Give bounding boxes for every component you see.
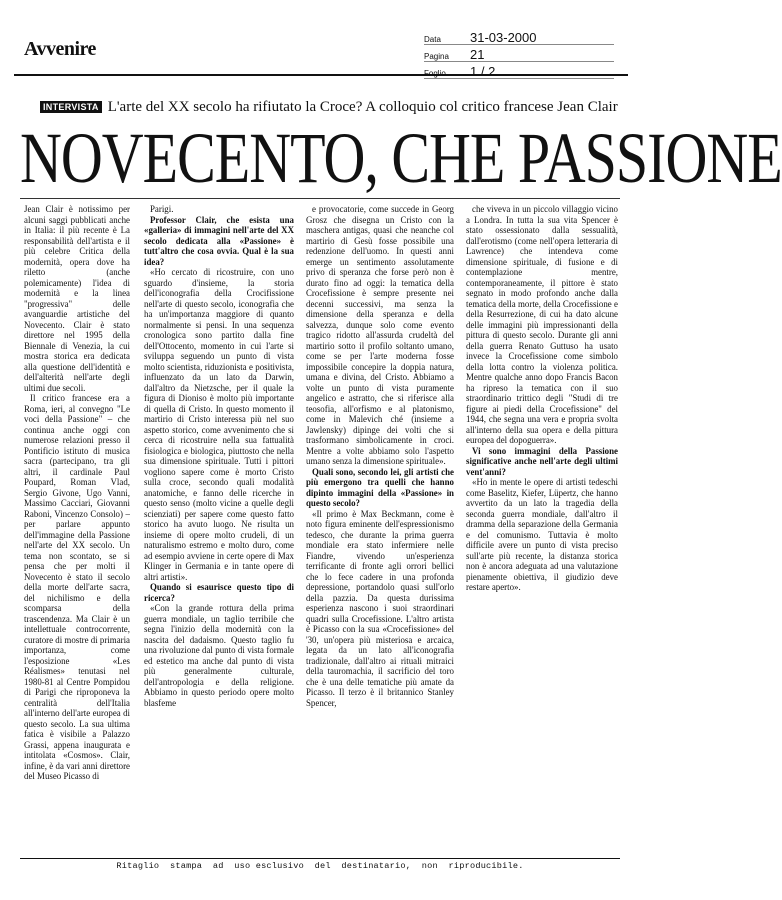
interview-question: Vi sono immagini della Passione significative anche nell'arte degli ultimi vent'anni?	[466, 445, 618, 477]
newspaper-brand: Avvenire	[24, 38, 96, 60]
paragraph: «Ho cercato di ricostruire, con uno sguardo d'insieme, la storia dell'iconografia della Crocifissione nell'arte di questo secolo, iconografia che ha un'importanza maggiore di quanto normalmente si pensi. In una sequenza cronologica sono partito dalla fine dell'Ottocento, momento in cui l'arte si sviluppa seguendo un punto di vista molto scientista, riduzionista e positivista, influenzato da un lato da Darwin, dall'altro da Nietzsche, per il quale la figura di Dioniso è molto più importante di quella di Cristo. In questo momento il martirio di Cristo interessa più nel suo aspetto storico, come avvenimento che si cerca di ricostruire nella sua fattualità fisiologica e biologica, piuttosto che nella sua dimensione spirituale. Tutti i pittori vogliono sapere come è morto Cristo sulla croce, secondo quali modalità anatomiche, e fanno delle ricerche in questo senso (molto vicine a quelle degli scienziati) per sapere come questo fatto storico ha avuto luogo. Ne risulta un insieme di opere molto crudeli, di un naturalismo estremo e molto duro, come ad esempio avviene in certe opere di Max Klinger in Germania e in tante opere di altri artisti».	[144, 267, 294, 582]
masthead	[14, 24, 628, 79]
paragraph: Parigi.	[150, 204, 174, 214]
meta-label: Data	[424, 35, 441, 44]
article-column-2	[144, 204, 294, 708]
paragraph: «Ho in mente le opere di artisti tedeschi come Baselitz, Kiefer, Lüpertz, che hanno avvertito da un lato la tragedia della seconda guerra mondiale, dall'altro il dramma della separazione della Germania e del comunismo. Tuttavia è molto difficile avere un punto di vista preciso sull'arte più recente, la distanza storica non è ancora adeguata ad una valutazione pienamente obiettiva, il giudizio deve restare aperto».	[466, 477, 618, 592]
article-column-3	[306, 204, 454, 708]
divider	[20, 198, 620, 199]
article-kicker: L'arte del XX secolo ha rifiutato la Croce? A colloquio col critico francese Jean Clair	[107, 98, 618, 115]
kicker-row	[40, 96, 620, 118]
interview-question: Quando si esaurisce questo tipo di ricerca?	[144, 582, 294, 603]
meta-row-date	[424, 30, 614, 45]
paragraph: che viveva in un piccolo villaggio vicino a Londra. In tutta la sua vita Spencer è stato ossessionato dalla sessualità, dall'erotismo (come nell'opera letteraria di Lawrence) che intendeva come dimensione spirituale, di fusione e di contemplazione mentre, contemporaneamente, il pittore è stato segnato in modo profondo anche dalla tematica della morte, della Crocefissione e della Resurrezione, di cui ha dato alcune delle immagini più impressionanti della pittura di questo secolo. Durante gli anni della guerra Renato Guttuso ha usato invece la Crocefissione come simbolo della lotta contro la violenza politica. Mentre qualche anno dopo Francis Bacon ha ripreso la tematica con il suo straordinario trittico degli "Studi di tre figure ai piedi della Crocefissione" del 1944, che segna una vera e propria svolta all'interno della sua opera e della pittura europea del dopoguerra».	[466, 204, 618, 445]
section-tag: INTERVISTA	[40, 101, 102, 113]
meta-row-page	[424, 47, 614, 62]
paragraph: Jean Clair è notissimo per alcuni saggi pubblicati anche in Italia: il più recente è La responsabilità dell'artista e il più celebre Critica della modernità, opera dove ha riletto (anche polemicamente) l'idea di modernità e la linea "progressiva" delle avanguardie artistiche del Novecento. Clair è stato direttore nel 1995 della Biennale di Venezia, la cui mostra storica era dedicata alla questione dell'identità e dell'alterità nell'arte degli ultimi due secoli.	[24, 204, 130, 393]
meta-label: Pagina	[424, 52, 449, 61]
paragraph: Il critico francese era a Roma, ieri, al convegno "Le voci della Passione" – che continua anche oggi con numerose relazioni presso il Pontificio istituto di musica sacra (partecipano, tra gli altri, il cardinale Paul Poupard, Roman Vlad, Sergio Givone, Ugo Vanni, Massimo Cacciari, Giovanni Raboni, Vincenzo Consolo) – per parlare appunto dell'immagine della Passione nell'arte del XX secolo. Un tema non scontato, se si pensa che per molti il Novecento è stato il secolo della morte dell'arte sacra, del nichilismo e della scomparsa della trascendenza. Ma Clair è un intellettuale controcorrente, curatore di mostre di primaria importanza, come l'esposizione «Les Réalismes» tenutasi nel 1980-81 al Centre Pompidou di Parigi che riproponeva la centralità dell'Italia all'interno dell'arte europea di questo secolo. La sua ultima fatica è visibile a Palazzo Grassi, appena inaugurata e intitolata «Cosmos». Clair, infine, è da vari anni direttore del Museo Picasso di	[24, 393, 130, 781]
article-column-1	[24, 204, 130, 782]
paragraph: «Il primo è Max Beckmann, come è noto figura eminente dell'espressionismo tedesco, che durante la prima guerra mondiale era stato infermiere nelle Fiandre, vivendo un'esperienza terrificante di fronte agli orrori bellici che lo fece cadere in una profonda depressione, portandolo quasi sull'orlo della pazzia. Da questa durissima esperienza nascono i suoi straordinari quadri sulla Crocefissione. L'altro artista è Picasso con la sua «Crocefissione» del '30, un'opera più misteriosa e arcaica, legata da un lato all'iconografia tradizionale, dall'altro ai rituali mitraici della tauromachia, il sacrificio del toro che è una delle tematiche più amate da Picasso. Il terzo è il britannico Stanley Spencer,	[306, 508, 454, 708]
meta-value: 1 / 2	[470, 64, 496, 79]
meta-row-sheet	[424, 64, 614, 79]
interview-question: Quali sono, secondo lei, gli artisti che più emergono tra quelli che hanno dipinto immagini della «Passione» in questo secolo?	[306, 466, 454, 508]
clipping-meta	[424, 30, 614, 81]
article-column-4	[466, 204, 618, 593]
meta-value: 31-03-2000	[470, 30, 537, 45]
article-headline: NOVECENTO, CHE PASSIONE	[20, 116, 782, 198]
paragraph: «Con la grande rottura della prima guerra mondiale, un taglio terribile che segna l'inizio della modernità con la nascita del dadaismo. Questo taglio fu una rivoluzione dal punto di vista formale ed estetico ma anche dal punto di vista più generalmente culturale, dell'antropologia e della religione. Abbiamo in questo periodo opere molto blasfeme	[144, 603, 294, 708]
reproduction-notice: Ritaglio stampa ad uso esclusivo del destinatario, non riproducibile.	[20, 858, 620, 871]
interview-question: Professor Clair, che esista una «galleria» di immagini nell'arte del XX secolo dedicata alla «Passione» è tutt'altro che cosa ovvia. Qual è la sua idea?	[144, 214, 294, 267]
meta-label: Foglio	[424, 69, 446, 78]
meta-value: 21	[470, 47, 485, 62]
paragraph: e provocatorie, come succede in Georg Grosz che disegna un Cristo con la maschera antigas, quasi che neanche col martirio di Gesù fosse possibile una redenzione dell'uomo. In questi anni emerge un sentimento assolutamente privo di speranza che forse però non è durato fino ad oggi: la tematica della Crocefissione è sempre presente nei decenni successivi, ma senza la dimensione della speranza e della salvezza, dunque solo come evento tragico ridotto all'assurda crudeltà del martirio sotto il profilo soltanto umano, come se per l'arte moderna fosse impossibile concepire la doppia natura, umana e divina, del Cristo. Abbiamo a volte un punto di vista puramente angelico e astratto, che si riferisce alla teosofia, all'orfismo e al platonismo, come in Malevich ché (insieme a Jawlensky) dipinge dei volti che si trasformano simbolicamente in croci. Mentre a volte abbiamo solo l'aspetto umano senza la dimensione spirituale».	[306, 204, 454, 466]
